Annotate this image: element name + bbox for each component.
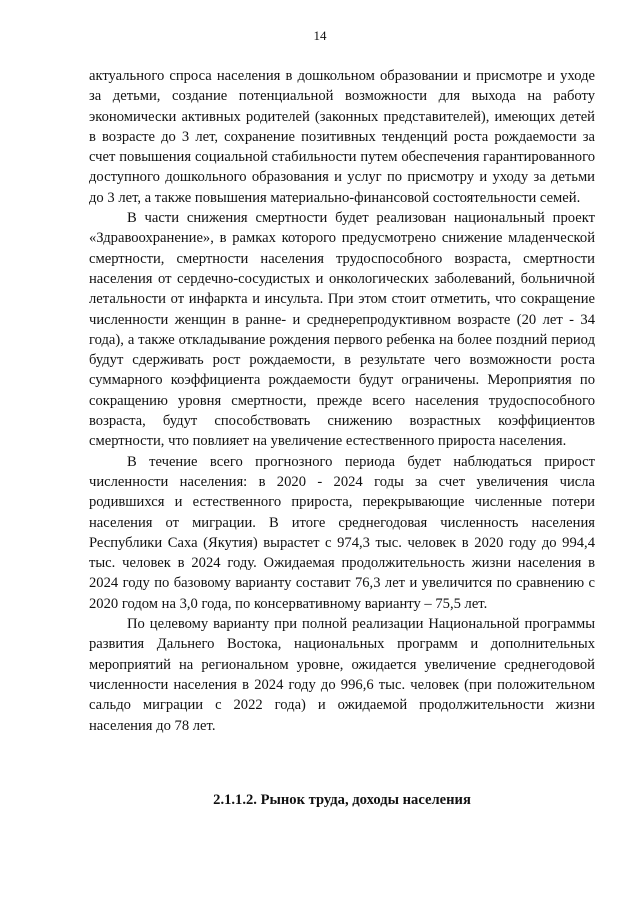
paragraph-population-growth: В течение всего прогнозного периода будет наблюдаться прирост численности населения: в 2020 - 2024 годы за счет увеличения числа родившихся и естественного прироста, перекрывающие численные потери населения от миграции. В итоге среднегодовая численность населения Республики Саха (Якутия) вырастет с 974,3 тыс. человек в 2020 году до 994,4 тыс. человек в 2024 году. Ожидаемая продолжительность жизни населения в 2024 году по базовому варианту составит 76,3 лет и увеличится по сравнению с 2020 годом на 3,0 года, по консервативному варианту – 75,5 лет. (89, 453, 595, 612)
page-number: 14 (313, 28, 327, 43)
section-heading: 2.1.1.2. Рынок труда, доходы населения (213, 792, 471, 808)
paragraph-target-scenario: По целевому варианту при полной реализации Национальной программы развития Дальнего Востока, национальных программ и дополнительных мероприятий на региональном уровне, ожидается увеличение среднегодовой численности населения в 2024 году до 996,6 тыс. человек (при положительном сальдо миграции с 2022 года) и ожидаемой продолжительности жизни населения до 78 лет. (89, 616, 595, 734)
body-text (89, 66, 595, 736)
paragraph-continuation: актуального спроса населения в дошкольном образовании и присмотре и уходе за детьми, создание потенциальной возможности для выхода на работу экономически активных родителей (законных представителей), имеющих детей в возрасте до 3 лет, сохранение позитивных тенденций роста рождаемости за счет повышения социальной стабильности путем обеспечения гарантированного доступного дошкольного образования и услуг по присмотру и уходу за детьми до 3 лет, а также повышения материально-финансовой состоятельности семей. (89, 68, 595, 206)
paragraph-mortality: В части снижения смертности будет реализован национальный проект «Здравоохранение», в рамках которого предусмотрено снижение младенческой смертности, смертности населения трудоспособного возраста, смертности населения от сердечно-сосудистых и онкологических заболеваний, больничной летальности от инфаркта и инсульта. При этом стоит отметить, что сокращение численности женщин в ранне- и среднерепродуктивном возрасте (20 лет - 34 года), а также откладывание рождения первого ребенка на более поздний период будут сдерживать рост рождаемости, в результате чего возможности роста суммарного коэффициента рождаемости будут ограничены. Мероприятия по сокращению уровня смертности, прежде всего населения трудоспособного возраста, будут способствовать снижению возрастных коэффициентов смертности, что повлияет на увеличение естественного прироста населения. (89, 210, 595, 450)
